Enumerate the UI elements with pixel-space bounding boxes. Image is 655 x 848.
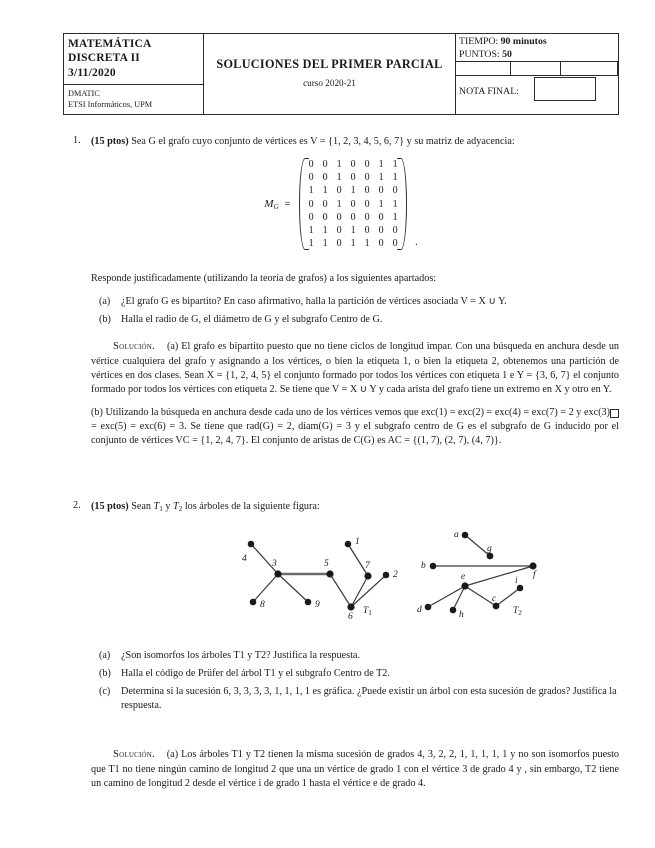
t1-vertex-5 (326, 570, 333, 577)
t1-label-6: 6 (348, 612, 353, 622)
matrix-cell: 0 (364, 185, 370, 197)
problem-2 (63, 500, 619, 515)
t2-label-h: h (459, 610, 464, 620)
t1-edge-5-6 (330, 574, 351, 607)
tiempo-value: 90 minutos (500, 36, 547, 47)
t1-labels (242, 537, 398, 622)
solucion-label-2: Solución. (113, 749, 155, 760)
puntos-value: 50 (502, 49, 512, 60)
problem-1-items (91, 295, 619, 327)
course-name-line1: MATEMÁTICA (68, 38, 152, 50)
matrix-cell: 0 (308, 172, 314, 184)
item2-label-b: (b) (99, 668, 111, 680)
matrix-cell: 1 (336, 159, 342, 170)
problem-1-item-a (91, 295, 619, 309)
t1-label-1: 1 (355, 537, 360, 547)
nota-final-box[interactable] (534, 77, 596, 101)
matrix-cell: 0 (322, 172, 328, 184)
t1-vertex-1 (345, 541, 352, 548)
tree-t2-graph (393, 522, 553, 620)
problem-1-solution-a-text: (a) El grafo es bipartito puesto que no tiene ciclos de longitud impar. Con una búsqueda en anchura desde un vértice cualquiera del grafo y asignando a los vértices, o bien la etiqueta 1, o bien la etiqueta 2, obtenemos una partición de vértices en dos clases. Sean X = {1, 2, 4, 5} el conjunto formado por todos los vértices con etiqueta 1 e Y = {3, 6, 7} el conjunto formado por todos los vértices con etiqueta 2. Se tiene que V = X ∪ Y y cada arista del grafo tiene un extremo en X y otro en Y. (91, 341, 620, 395)
matrix-cell: 1 (308, 238, 314, 250)
t1-vertex-9 (305, 599, 312, 606)
t2-vertex-b (430, 563, 437, 570)
matrix-grid (304, 158, 402, 250)
matrix-cell: 1 (322, 185, 328, 197)
t2-vertex-i (517, 585, 524, 592)
item-label-a: (a) (99, 296, 111, 308)
t1-vertex-3 (274, 570, 281, 577)
matrix-left-paren (296, 158, 304, 250)
matrix-cell: 0 (378, 185, 384, 197)
matrix-cell: 0 (322, 159, 328, 170)
score-boxes-row (456, 61, 618, 76)
matrix-rows (304, 158, 402, 250)
t2-vertex-a (462, 532, 469, 539)
exam-header (63, 33, 619, 115)
t2-edge-c-i (496, 588, 520, 606)
problem-1-solution-b (91, 406, 619, 448)
item-text-a: ¿El grafo G es bipartito? En caso afirmativo, halla la partición de vértices asociada V = X ∪ Y. (121, 296, 507, 308)
item2-label-c: (c) (99, 686, 111, 698)
matrix-cell: 0 (364, 198, 370, 210)
t1-vertex-6 (347, 603, 354, 610)
matrix-cell: 0 (336, 211, 342, 223)
matrix-right-paren (402, 158, 410, 250)
score-box-2[interactable] (510, 61, 562, 76)
matrix-cell: 1 (378, 172, 384, 184)
matrix-cell: 0 (392, 185, 398, 197)
matrix-cell: 0 (378, 224, 384, 236)
trees-figure (63, 522, 619, 622)
t1-vertex-7 (364, 572, 371, 579)
t2-vertex-h (450, 607, 457, 614)
matrix-cell: 1 (350, 238, 356, 250)
matrix-cell: 1 (322, 238, 328, 250)
matrix-equals: = (283, 198, 292, 211)
solucion-label-1: Solución. (113, 341, 155, 353)
problem-2-item-a (91, 649, 619, 663)
t1-edge-6-7 (351, 576, 368, 607)
matrix-cell: 0 (364, 211, 370, 223)
matrix-cell: 0 (364, 159, 370, 170)
problem-1-number: 1. (73, 135, 81, 146)
tree-t1-graph (208, 522, 398, 622)
matrix-cell: 1 (322, 224, 328, 236)
matrix-body (296, 158, 410, 250)
matrix-cell: 1 (308, 185, 314, 197)
t2-vertex-f (529, 562, 536, 569)
matrix-cell: 0 (364, 224, 370, 236)
matrix-cell: 1 (378, 198, 384, 210)
t1-label-9: 9 (315, 600, 320, 610)
qed-box-1 (610, 409, 619, 418)
item2-text-c: Determina si la sucesión 6, 3, 3, 3, 3, 1, 1, 1, 1 es gráfica. ¿Puede existir un árbol con esta sucesión de grados? Justifica la respuesta. (121, 686, 617, 712)
matrix-row (304, 184, 402, 197)
t1-label-2: 2 (393, 570, 398, 580)
t2-label-e: e (461, 572, 466, 582)
matrix-cell: 1 (336, 198, 342, 210)
matrix-cell: 1 (336, 172, 342, 184)
matrix-cell: 1 (364, 238, 370, 250)
school-name: ETSI Informáticos, UPM (68, 100, 153, 110)
matrix-row (304, 237, 402, 250)
item-text-b: Halla el radio de G, el diámetro de G y el subgrafo Centro de G. (121, 314, 383, 326)
problem-1-statement (91, 135, 619, 149)
tree-t2-caption: T2 (513, 606, 522, 617)
t2-label-i: i (515, 576, 518, 586)
t1-edge-7-1 (348, 544, 368, 576)
matrix-row (304, 158, 402, 171)
t2-vertex-e (461, 582, 468, 589)
t1-edge-3-8 (253, 574, 278, 602)
matrix-cell: 0 (378, 238, 384, 250)
matrix-cell: 0 (336, 224, 342, 236)
matrix-cell: 1 (378, 159, 384, 170)
matrix-cell: 0 (392, 238, 398, 250)
matrix-cell: 0 (350, 172, 356, 184)
problem-2-statement-text: Sean T1 y T2 los árboles de la siguiente figura: (131, 501, 320, 513)
problem-1-statement-text: Sea G el grafo cuyo conjunto de vértices es V = {1, 2, 3, 4, 5, 6, 7} y su matriz de adyacencia: (131, 136, 515, 147)
item2-text-b: Halla el código de Prüfer del árbol T1 y el subgrafo Centro de T2. (121, 668, 390, 680)
adjacency-matrix-display (63, 158, 619, 250)
exam-title: SOLUCIONES DEL PRIMER PARCIAL (216, 57, 443, 72)
matrix-cell: 0 (322, 198, 328, 210)
matrix-row (304, 211, 402, 224)
item2-text-a: ¿Son isomorfos los árboles T1 y T2? Justifica la respuesta. (121, 650, 360, 661)
matrix-cell: 0 (350, 211, 356, 223)
puntos-label: PUNTOS: (459, 49, 500, 60)
matrix-cell: 1 (392, 172, 398, 184)
problem-2-points: (15 ptos) (91, 501, 129, 512)
tiempo-label: TIEMPO: (459, 36, 499, 47)
matrix-cell: 0 (322, 211, 328, 223)
item2-label-a: (a) (99, 650, 111, 661)
problem-2-items (91, 649, 619, 713)
matrix-cell: 0 (308, 211, 314, 223)
problem-2-body (91, 645, 619, 713)
matrix-cell: 1 (392, 211, 398, 223)
matrix-cell: 1 (392, 159, 398, 170)
t1-edge-6-2 (351, 575, 386, 607)
t1-label-3: 3 (272, 559, 277, 569)
problem-2-item-c (91, 685, 619, 713)
t2-label-a: a (454, 530, 459, 540)
t2-edge-f-e (465, 566, 533, 586)
item-label-b: (b) (99, 314, 111, 326)
matrix-cell: 1 (392, 198, 398, 210)
matrix-row (304, 171, 402, 184)
t1-vertex-4 (248, 541, 255, 548)
problem-1-item-b (91, 313, 619, 327)
t1-label-8: 8 (260, 600, 265, 610)
matrix-cell: 0 (336, 185, 342, 197)
t1-label-4: 4 (242, 554, 247, 564)
matrix-cell: 0 (378, 211, 384, 223)
problem-2-solution (91, 748, 619, 791)
problem-1 (63, 135, 619, 149)
problem-2-statement (91, 500, 619, 515)
matrix-cell: 0 (350, 159, 356, 170)
problem-1-prompt: Responde justificadamente (utilizando la teoría de grafos) a los siguientes apartados: (91, 273, 437, 284)
header-right-cell (456, 34, 618, 114)
t2-label-c: c (492, 594, 497, 604)
t2-label-g: g (487, 544, 492, 554)
problem-1-solution-b-text: (b) Utilizando la búsqueda en anchura desde cada uno de los vértices vemos que exc(1) = exc(2) = exc(4) = exc(7) = 2 y exc(3) = exc(5) = exc(6) = 3. Se tiene que rad(G) = 2, diam(G) = 3 y el subgrafo centro de G es el subgrafo de G inducido por el conjunto de vértices VC = {1, 2, 4, 7}. El conjunto de aristas de C(G) es AC = {(1, 7), (2, 7), (4, 7)}. (91, 407, 619, 447)
t2-vertex-d (425, 604, 432, 611)
matrix-cell: 0 (308, 198, 314, 210)
header-center-cell (204, 34, 456, 114)
course-name-line2: DISCRETA II (68, 52, 140, 65)
matrix-cell: 0 (392, 224, 398, 236)
matrix-cell: 1 (308, 224, 314, 236)
problem-2-solution-a-text: (a) Los árboles T1 y T2 tienen la misma sucesión de grados 4, 3, 2, 2, 1, 1, 1, 1, 1 y no son isomorfos puesto que T1 no tiene ningún camino de longitud 2 que una un vértice de grado 1 con el vértice 3 de grado 4 y , sin embargo, T2 tiene un camino de longitud 2 desde el vértice i de grado 1 hasta el vértice e de grado 4. (91, 749, 619, 789)
matrix-row (304, 224, 402, 237)
problem-1-points: (15 ptos) (91, 136, 129, 147)
problem-1-solution-a (91, 340, 619, 397)
tiempo-line (456, 34, 618, 47)
matrix-period: . (415, 237, 418, 249)
problem-2-item-b (91, 667, 619, 681)
matrix-cell: 1 (350, 185, 356, 197)
puntos-line (456, 47, 618, 60)
matrix-cell: 1 (350, 224, 356, 236)
t2-label-b: b (421, 561, 426, 571)
t1-label-7: 7 (365, 561, 370, 571)
nota-final-label: NOTA FINAL: (459, 85, 519, 97)
header-left-cell (64, 34, 204, 114)
t1-vertex-8 (250, 599, 257, 606)
problem-1-body (91, 272, 619, 448)
matrix-cell: 0 (308, 159, 314, 170)
score-box-3[interactable] (560, 61, 618, 76)
department-info (64, 85, 203, 113)
exam-date: 3/11/2020 (68, 66, 116, 79)
department-code: DMATIC (68, 89, 100, 99)
problem-1-solution (91, 340, 619, 448)
t2-vertices (425, 532, 537, 614)
matrix-row (304, 198, 402, 211)
exam-subtitle: curso 2020-21 (303, 78, 356, 89)
matrix-cell: 0 (336, 238, 342, 250)
score-box-1[interactable] (455, 61, 511, 76)
t1-edge-3-9 (278, 574, 308, 602)
nota-final-row (456, 79, 618, 103)
matrix-cell: 0 (364, 172, 370, 184)
matrix-cell: 0 (350, 198, 356, 210)
matrix-label: $M_G$ (264, 197, 279, 211)
tree-t1-caption: T1 (363, 606, 372, 617)
problem-2-solution-a (91, 748, 619, 791)
problem-2-number: 2. (73, 500, 81, 511)
t2-label-d: d (417, 605, 422, 615)
course-info (64, 34, 203, 85)
t1-vertex-2 (383, 572, 390, 579)
t2-edges (428, 535, 533, 610)
t2-label-f: f (533, 570, 536, 580)
t1-label-5: 5 (324, 559, 329, 569)
